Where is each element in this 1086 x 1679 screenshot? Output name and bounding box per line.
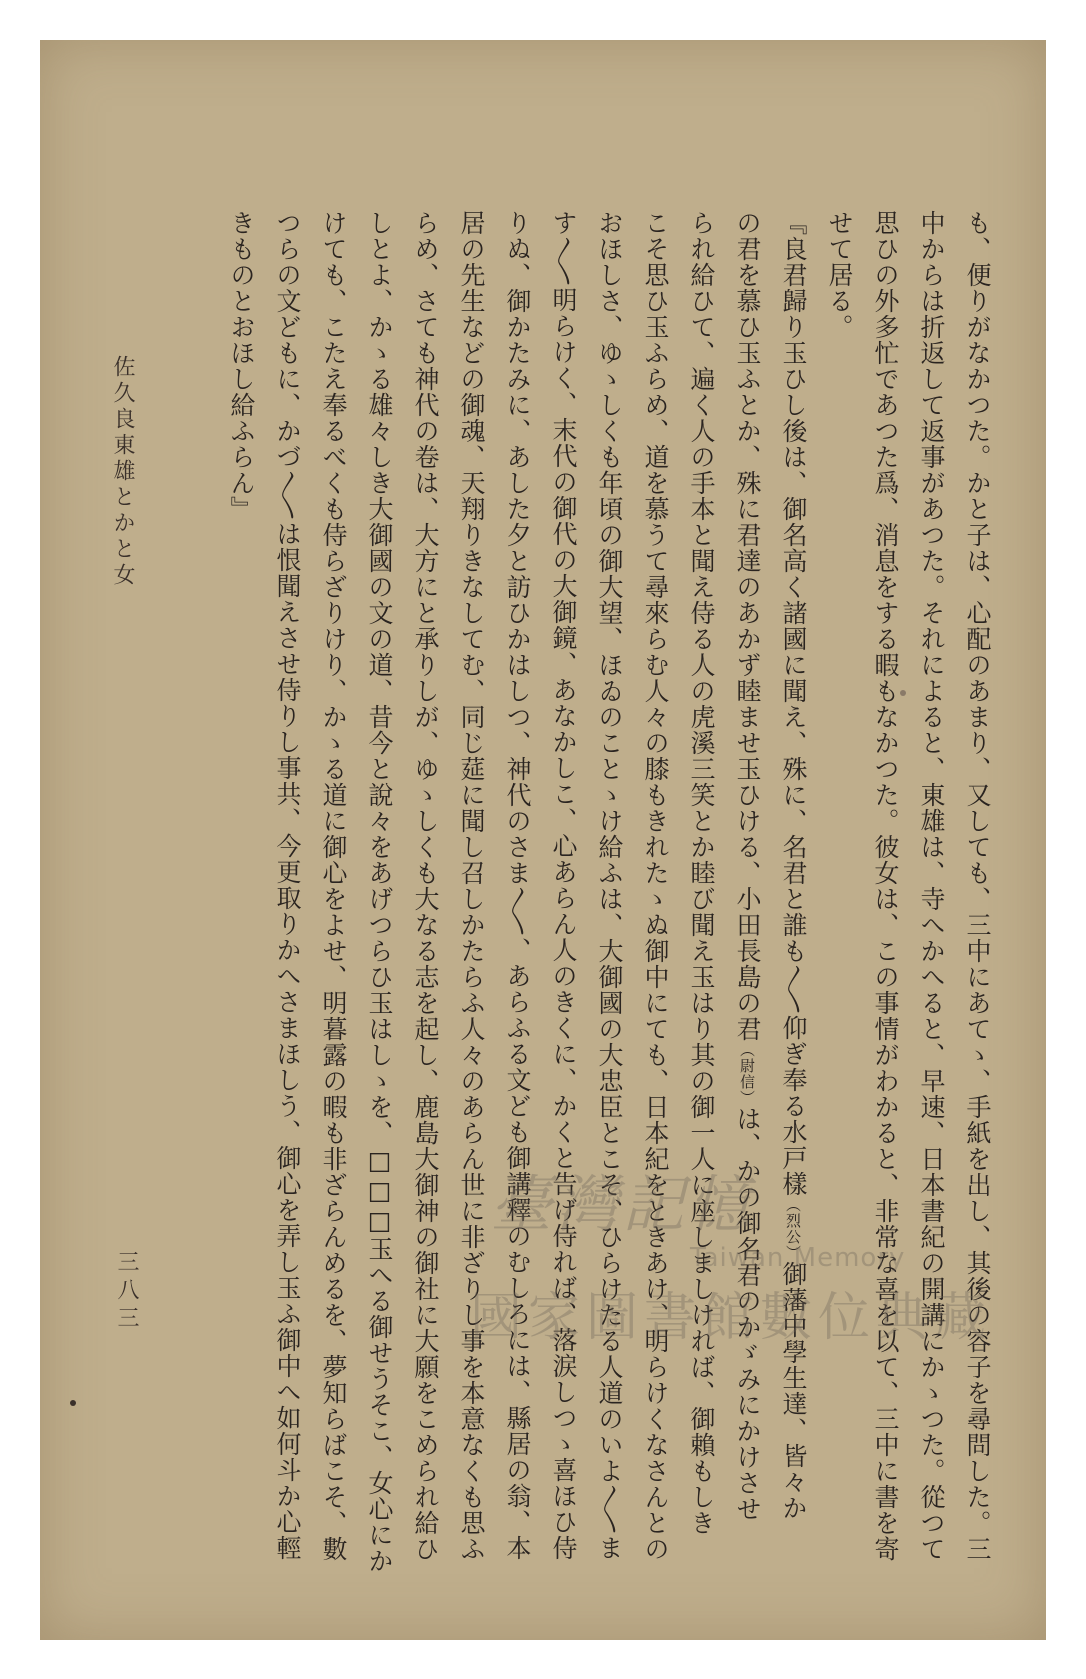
page-number: 三八三 <box>114 1250 139 1334</box>
letter-line <box>770 210 816 1521</box>
running-title: 佐久良東雄とかと女 <box>110 355 135 589</box>
letter-line: られ給ひて、遍く人の手本と聞え侍る人の虎溪三笑とか睦び聞え玉はり其の御一人に座しましければ、御賴もしき <box>687 210 716 1536</box>
annotation: （烈公） <box>784 1197 802 1261</box>
ink-speck <box>900 690 906 696</box>
watermark-institution: 國家圖書館數位典藏 <box>470 1288 993 1348</box>
body-line: も、便りがなかつた。かと子は、心配のあまり、又しても、三中にあてゝ、手紙を出し、其後の容子を尋問した。三 <box>963 210 992 1562</box>
letter-line: こそ思ひ玉ふらめ、道を慕うて尋來らむ人々の膝もきれたゝぬ御中にても、日本紀をときあけ、明らけくなさんとの <box>641 210 670 1562</box>
letter-text: は、かの御名君のかゞみにかけさせ <box>733 1106 762 1522</box>
letter-line: けても、こたえ奉るべくも侍らざりけり、かゝる道に御心をよせ、明暮露の暇も非ざらんめるを、夢知らばこそ、數 <box>319 210 348 1562</box>
letter-line: りぬ、御かたみに、あした夕と訪ひかはしつ、神代のさま〳〵、あらふる文ども御講釋のむしろには、縣居の翁、本 <box>503 210 532 1561</box>
letter-text: 御藩中學生達、皆々か <box>779 1261 808 1521</box>
body-line: 思ひの外多忙であつた爲、消息をする暇もなかつた。彼女は、この事情がわかると、非常な喜を以て、三中に書を寄 <box>871 210 900 1562</box>
vertical-text-body <box>140 210 1000 1574</box>
letter-line: つらの文どもに、かづ〳〵は恨聞えさせ侍りし事共、今更取りかへさまほしう、御心を弄し玉ふ御中へ如何斗か心輕 <box>273 210 302 1561</box>
scanned-page <box>40 40 1046 1640</box>
letter-line <box>724 210 770 1522</box>
letter-line: きものとおほし給ふらん』 <box>227 210 256 522</box>
body-line: 中からは折返して返事があつた。それによると、東雄は、寺へかへると、早速、日本書紀の開講にかゝつた。從つて <box>917 210 946 1562</box>
letter-line: 居の先生などの御魂、天翔りきなしてむ、同じ莚に聞し召しかたらふ人々のあらん世に非ざりし事を本意なくも思ふ <box>457 210 486 1562</box>
annotation: （尉信） <box>738 1042 756 1106</box>
watermark-script: 臺灣記憶 <box>490 1168 755 1241</box>
letter-line: おほしさ、ゆゝしくも年頃の御大望、ほゐのことゝけ給ふは、大御國の大忠臣とこそ、ひらけたる人道のいよ〳〵ま <box>595 210 624 1561</box>
ink-speck <box>70 1400 76 1406</box>
letter-text: の君を慕ひ玉ふとか、殊に君達のあかず睦ませ玉ひける、小田長島の君 <box>733 210 762 1042</box>
letter-line: しとよ、かゝる雄々しき大御國の文の道、昔今と說々をあげつらひ玉はしゝを、□□□玉へる御せうそこ、女心にか <box>365 210 394 1574</box>
body-line: せて居る。 <box>825 210 854 340</box>
letter-text: 『良君歸り玉ひし後は、御名高く諸國に聞え、殊に、名君と誰も〳〵仰ぎ奉る水戸樣 <box>779 210 808 1197</box>
watermark-english: Taiwan Memory <box>690 1243 906 1273</box>
letter-line: らめ、さても神代の卷は、大方にと承りしが、ゆゝしくも大なる志を起し、鹿島大御神の御社に大願をこめられ給ひ <box>411 210 440 1562</box>
letter-line: す〳〵明らけく、末代の御代の大御鏡、あなかしこ、心あらん人のきくに、かくと告げ侍れば、落涙しつゝ喜ほひ侍 <box>549 210 578 1561</box>
